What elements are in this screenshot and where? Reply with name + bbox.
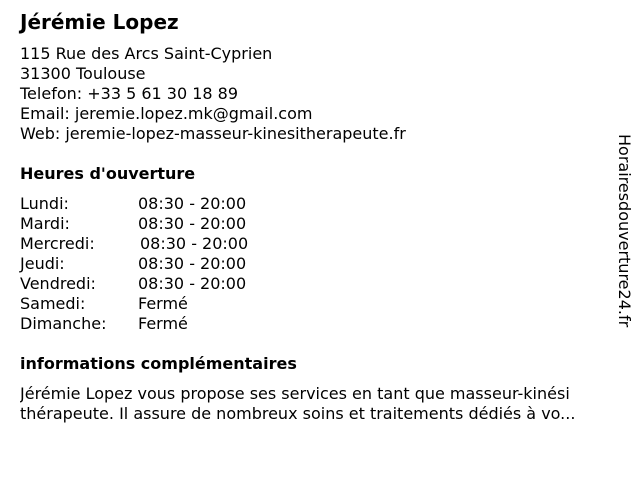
address-street: 115 Rue des Arcs Saint-Cyprien	[20, 44, 273, 63]
opening-hours-heading: Heures d'ouverture	[20, 164, 196, 183]
time-value: 08:30 - 20:00	[140, 234, 249, 253]
phone-number[interactable]: Telefon: +33 5 61 30 18 89	[20, 84, 239, 103]
hours-row-friday	[20, 274, 420, 294]
hours-row-thursday	[20, 254, 420, 274]
time-value: Fermé	[138, 314, 188, 333]
hours-row-sunday	[20, 314, 420, 334]
site-watermark: Horairesdouverture24.fr	[615, 134, 634, 328]
time-value: Fermé	[138, 294, 188, 313]
website-link[interactable]: Web: jeremie-lopez-masseur-kinesitherapeute.fr	[20, 124, 406, 143]
time-value: 08:30 - 20:00	[138, 274, 247, 293]
time-value: 08:30 - 20:00	[138, 254, 247, 273]
contact-block	[20, 44, 406, 144]
opening-hours-table	[20, 194, 420, 334]
description-text	[20, 384, 620, 424]
hours-row-wednesday	[20, 234, 420, 254]
day-label: Vendredi:	[20, 274, 96, 293]
time-value: 08:30 - 20:00	[138, 214, 247, 233]
description-line: thérapeute. Il assure de nombreux soins et traitements dédiés à vo...	[20, 404, 576, 423]
hours-row-tuesday	[20, 214, 420, 234]
day-label: Mercredi:	[20, 234, 95, 253]
day-label: Lundi:	[20, 194, 69, 213]
day-label: Dimanche:	[20, 314, 107, 333]
hours-row-monday	[20, 194, 420, 214]
additional-info-heading: informations complémentaires	[20, 354, 297, 373]
business-name: Jérémie Lopez	[20, 10, 179, 34]
day-label: Samedi:	[20, 294, 86, 313]
day-label: Mardi:	[20, 214, 70, 233]
time-value: 08:30 - 20:00	[138, 194, 247, 213]
day-label: Jeudi:	[20, 254, 65, 273]
email-address[interactable]: Email: jeremie.lopez.mk@gmail.com	[20, 104, 313, 123]
address-city: 31300 Toulouse	[20, 64, 146, 83]
description-line: Jérémie Lopez vous propose ses services en tant que masseur-kinési	[20, 384, 570, 403]
hours-row-saturday	[20, 294, 420, 314]
